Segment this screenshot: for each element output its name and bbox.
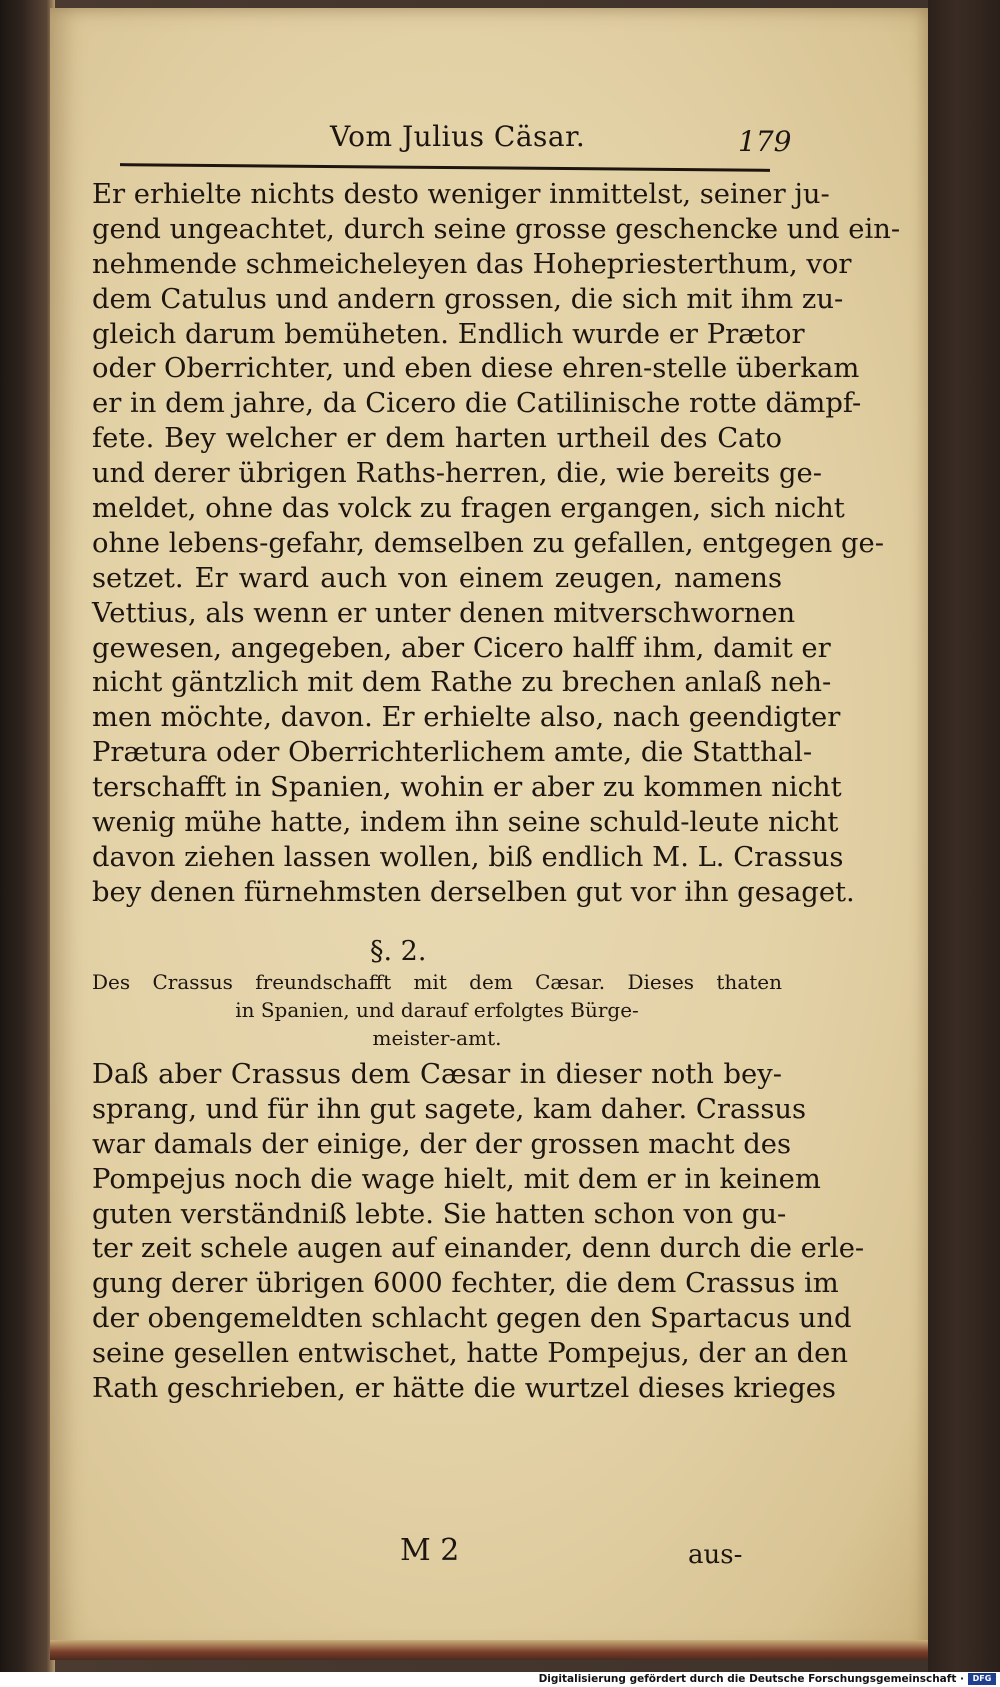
text-line: ohne lebens-gefahr, demselben zu gefallen, entgegen ge- [92,527,885,559]
page-edge-left [0,0,55,1672]
catchword: aus- [688,1540,743,1570]
text-line: seine gesellen entwischet, hatte Pompejus, der an den [92,1338,849,1370]
text-line: gung derer übrigen 6000 fechter, die dem Crassus im [92,1268,839,1300]
page-number: 179 [738,125,792,158]
text-line: er in dem jahre, da Cicero die Catilinische rotte dämpf- [92,388,862,420]
section-summary [92,968,782,1052]
text-line: der obengemeldten schlacht gegen den Spartacus und [92,1303,852,1335]
text-line: terschafft in Spanien, wohin er aber zu kommen nicht [92,772,842,804]
funding-credit: Digitalisierung gefördert durch die Deutsche Forschungsgemeinschaft · [538,1673,964,1685]
text-line: und derer übrigen Raths-herren, die, wie bereits ge- [92,458,822,490]
text-line: Rath geschrieben, er hätte die wurtzel dieses krieges [92,1373,836,1405]
text-line: nehmende schmeicheleyen das Hohepriesterthum, vor [92,248,852,280]
text-line: gewesen, angegeben, aber Cicero halff ihm, damit er [92,632,831,664]
section-mark: §. 2. [370,936,427,967]
text-line: davon ziehen lassen wollen, biß endlich M. L. Crassus [92,841,844,873]
text-line: gend ungeachtet, durch seine grosse geschencke und ein- [92,213,901,245]
text-line: Er erhielte nichts desto weniger inmittelst, seiner ju- [92,179,830,210]
summary-line: meister-amt. [372,1026,502,1050]
text-line: Vettius, als wenn er unter denen mitverschwornen [92,597,796,629]
text-line: bey denen fürnehmsten derselben gut vor ihn gesaget. [92,876,855,908]
text-line: Prætura oder Oberrichterlichem amte, die Statthal- [92,737,813,769]
page-bottom-edge [50,1640,928,1660]
text-line: Pompejus noch die wage hielt, mit dem er in keinem [92,1163,821,1195]
signature-mark: M 2 [400,1533,460,1568]
summary-line: Des Crassus freundschafft mit dem Cæsar. Dieses thaten [92,970,782,994]
text-line: Daß aber Crassus dem Cæsar in dieser noth bey- [92,1059,782,1090]
running-head: Vom Julius Cäsar. [330,120,586,153]
text-line: nicht gäntzlich mit dem Rathe zu brechen anlaß neh- [92,667,832,699]
body-paragraph-1 [92,178,901,911]
text-line: guten verständniß lebte. Sie hatten schon von gu- [92,1198,787,1230]
text-line: sprang, und für ihn gut sagete, kam daher. Crassus [92,1093,807,1125]
text-line: fete. Bey welcher er dem harten urtheil des Cato [92,423,782,455]
summary-line: in Spanien, und darauf erfolgtes Bürge- [235,998,639,1022]
body-paragraph-2 [92,1058,865,1407]
text-line: setzet. Er ward auch von einem zeugen, namens [92,562,782,594]
text-line: meldet, ohne das volck zu fragen ergangen, sich nicht [92,493,845,525]
page-edge-right [928,0,1000,1672]
text-line: oder Oberrichter, und eben diese ehren-stelle überkam [92,353,860,385]
text-line: ter zeit schele augen auf einander, denn durch die erle- [92,1233,865,1265]
text-line: gleich darum bemüheten. Endlich wurde er Prætor [92,318,805,350]
text-line: wenig mühe hatte, indem ihn seine schuld-leute nicht [92,807,839,839]
text-line: men möchte, davon. Er erhielte also, nach geendigter [92,702,841,734]
dfg-logo-icon: DFG [968,1673,996,1685]
text-line: dem Catulus und andern grossen, die sich mit ihm zu- [92,283,844,315]
text-line: war damals der einige, der der grossen macht des [92,1128,792,1160]
